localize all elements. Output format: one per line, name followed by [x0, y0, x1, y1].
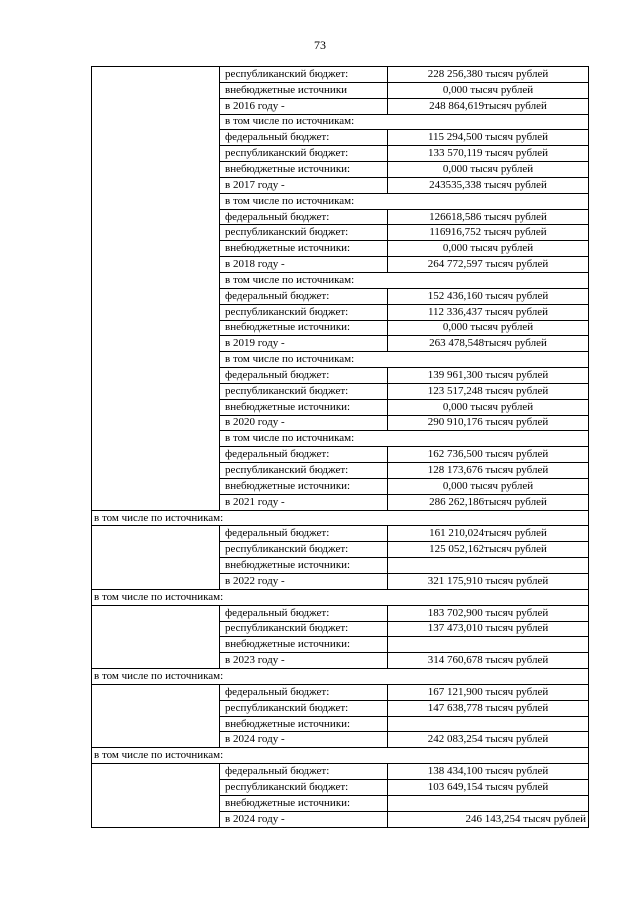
table-row	[92, 336, 589, 352]
row-label: федеральный бюджет:	[220, 684, 388, 700]
table-row	[92, 304, 589, 320]
table-row	[92, 177, 589, 193]
table-row	[92, 574, 589, 590]
table-row	[92, 288, 589, 304]
row-label: федеральный бюджет:	[220, 764, 388, 780]
row-label: в 2020 году -	[220, 415, 388, 431]
row-value: 228 256,380 тысяч рублей	[388, 67, 589, 83]
left-column-cell	[92, 368, 220, 384]
table-row	[92, 779, 589, 795]
left-column-cell	[92, 177, 220, 193]
table-row	[92, 463, 589, 479]
left-column-cell	[92, 795, 220, 811]
left-column-cell	[92, 558, 220, 574]
row-label: внебюджетные источники	[220, 82, 388, 98]
left-column-cell	[92, 272, 220, 288]
table-row	[92, 700, 589, 716]
row-label: внебюджетные источники:	[220, 399, 388, 415]
row-value: 116916,752 тысяч рублей	[388, 225, 589, 241]
table-row	[92, 811, 589, 827]
row-value: 128 173,676 тысяч рублей	[388, 463, 589, 479]
table-row	[92, 605, 589, 621]
row-label: в 2016 году -	[220, 98, 388, 114]
table-row	[92, 114, 589, 130]
table-row	[92, 241, 589, 257]
left-column-cell	[92, 383, 220, 399]
table-row	[92, 399, 589, 415]
left-column-cell	[92, 732, 220, 748]
left-column-cell	[92, 764, 220, 780]
left-column-cell	[92, 621, 220, 637]
row-label: в 2023 году -	[220, 653, 388, 669]
row-value: 0,000 тысяч рублей	[388, 162, 589, 178]
row-label: республиканский бюджет:	[220, 146, 388, 162]
row-value: 123 517,248 тысяч рублей	[388, 383, 589, 399]
left-column-cell	[92, 320, 220, 336]
left-column-cell	[92, 716, 220, 732]
row-value: 162 736,500 тысяч рублей	[388, 447, 589, 463]
row-value: 126618,586 тысяч рублей	[388, 209, 589, 225]
left-column-cell	[92, 779, 220, 795]
row-label: в 2021 году -	[220, 494, 388, 510]
row-value	[388, 558, 589, 574]
row-label: внебюджетные источники:	[220, 478, 388, 494]
row-label: в 2018 году -	[220, 257, 388, 273]
row-value: 137 473,010 тысяч рублей	[388, 621, 589, 637]
row-label: федеральный бюджет:	[220, 368, 388, 384]
row-value: 147 638,778 тысяч рублей	[388, 700, 589, 716]
row-value: 183 702,900 тысяч рублей	[388, 605, 589, 621]
table-row	[92, 193, 589, 209]
table-row	[92, 542, 589, 558]
row-value: 263 478,548тысяч рублей	[388, 336, 589, 352]
row-value: 103 649,154 тысяч рублей	[388, 779, 589, 795]
table-row	[92, 320, 589, 336]
row-value: 0,000 тысяч рублей	[388, 399, 589, 415]
left-column-cell	[92, 574, 220, 590]
left-column-cell	[92, 494, 220, 510]
table-row	[92, 621, 589, 637]
left-column-cell	[92, 146, 220, 162]
left-column-cell	[92, 336, 220, 352]
row-value	[388, 795, 589, 811]
table-row	[92, 82, 589, 98]
row-label: внебюджетные источники:	[220, 320, 388, 336]
table-row	[92, 764, 589, 780]
row-label: в 2024 году -	[220, 732, 388, 748]
row-label: в 2017 году -	[220, 177, 388, 193]
row-label: федеральный бюджет:	[220, 288, 388, 304]
row-value: 139 961,300 тысяч рублей	[388, 368, 589, 384]
table-row	[92, 684, 589, 700]
table-row	[92, 162, 589, 178]
left-column-cell	[92, 241, 220, 257]
table-row	[92, 447, 589, 463]
row-label: в том числе по источникам:	[92, 589, 589, 605]
left-column-cell	[92, 811, 220, 827]
left-column-cell	[92, 526, 220, 542]
table-row	[92, 130, 589, 146]
table-row	[92, 748, 589, 764]
left-column-cell	[92, 684, 220, 700]
left-column-cell	[92, 415, 220, 431]
left-column-cell	[92, 98, 220, 114]
row-label: внебюджетные источники:	[220, 558, 388, 574]
row-value: 264 772,597 тысяч рублей	[388, 257, 589, 273]
row-label: федеральный бюджет:	[220, 130, 388, 146]
funding-table	[91, 66, 589, 828]
row-label: республиканский бюджет:	[220, 463, 388, 479]
left-column-cell	[92, 431, 220, 447]
table-row	[92, 368, 589, 384]
row-value: 0,000 тысяч рублей	[388, 241, 589, 257]
left-column-cell	[92, 67, 220, 83]
table-row	[92, 415, 589, 431]
row-label: федеральный бюджет:	[220, 605, 388, 621]
row-label: республиканский бюджет:	[220, 542, 388, 558]
table-row	[92, 526, 589, 542]
row-label: в том числе по источникам:	[92, 669, 589, 685]
left-column-cell	[92, 288, 220, 304]
table-row	[92, 431, 589, 447]
row-value: 243535,338 тысяч рублей	[388, 177, 589, 193]
table-row	[92, 383, 589, 399]
row-value: 286 262,186тысяч рублей	[388, 494, 589, 510]
table-row	[92, 732, 589, 748]
row-label: республиканский бюджет:	[220, 621, 388, 637]
left-column-cell	[92, 130, 220, 146]
row-value: 242 083,254 тысяч рублей	[388, 732, 589, 748]
table-row	[92, 225, 589, 241]
row-label: внебюджетные источники:	[220, 637, 388, 653]
row-value: 290 910,176 тысяч рублей	[388, 415, 589, 431]
left-column-cell	[92, 447, 220, 463]
row-label: в том числе по источникам:	[220, 352, 589, 368]
row-value: 161 210,024тысяч рублей	[388, 526, 589, 542]
table-row	[92, 98, 589, 114]
row-label: республиканский бюджет:	[220, 67, 388, 83]
row-value	[388, 716, 589, 732]
left-column-cell	[92, 700, 220, 716]
row-label: в том числе по источникам:	[220, 114, 589, 130]
table-row	[92, 653, 589, 669]
left-column-cell	[92, 637, 220, 653]
row-value: 321 175,910 тысяч рублей	[388, 574, 589, 590]
left-column-cell	[92, 463, 220, 479]
left-column-cell	[92, 478, 220, 494]
row-value: 0,000 тысяч рублей	[388, 320, 589, 336]
row-label: федеральный бюджет:	[220, 447, 388, 463]
row-value: 0,000 тысяч рублей	[388, 82, 589, 98]
row-label: республиканский бюджет:	[220, 700, 388, 716]
row-label: в том числе по источникам:	[220, 272, 589, 288]
row-label: республиканский бюджет:	[220, 779, 388, 795]
table-row	[92, 67, 589, 83]
table-row	[92, 209, 589, 225]
row-value: 138 434,100 тысяч рублей	[388, 764, 589, 780]
left-column-cell	[92, 399, 220, 415]
table-row	[92, 637, 589, 653]
table-row	[92, 272, 589, 288]
row-value: 248 864,619тысяч рублей	[388, 98, 589, 114]
table-row	[92, 669, 589, 685]
left-column-cell	[92, 257, 220, 273]
row-label: внебюджетные источники:	[220, 241, 388, 257]
table-row	[92, 589, 589, 605]
row-label: в том числе по источникам:	[92, 510, 589, 526]
table-row	[92, 478, 589, 494]
left-column-cell	[92, 114, 220, 130]
row-label: федеральный бюджет:	[220, 526, 388, 542]
row-value: 167 121,900 тысяч рублей	[388, 684, 589, 700]
row-label: республиканский бюджет:	[220, 383, 388, 399]
table-row	[92, 352, 589, 368]
left-column-cell	[92, 225, 220, 241]
row-label: в том числе по источникам:	[220, 431, 589, 447]
left-column-cell	[92, 653, 220, 669]
row-value: 133 570,119 тысяч рублей	[388, 146, 589, 162]
row-label: республиканский бюджет:	[220, 304, 388, 320]
row-label: в 2022 году -	[220, 574, 388, 590]
row-label: республиканский бюджет:	[220, 225, 388, 241]
row-label: внебюджетные источники:	[220, 162, 388, 178]
row-label: внебюджетные источники:	[220, 716, 388, 732]
row-value: 115 294,500 тысяч рублей	[388, 130, 589, 146]
table-row	[92, 716, 589, 732]
table-row	[92, 795, 589, 811]
row-value: 246 143,254 тысяч рублей	[388, 811, 589, 827]
table-row	[92, 257, 589, 273]
left-column-cell	[92, 193, 220, 209]
left-column-cell	[92, 209, 220, 225]
row-value: 0,000 тысяч рублей	[388, 478, 589, 494]
left-column-cell	[92, 82, 220, 98]
row-value: 314 760,678 тысяч рублей	[388, 653, 589, 669]
row-value	[388, 637, 589, 653]
row-label: в 2024 году -	[220, 811, 388, 827]
row-label: федеральный бюджет:	[220, 209, 388, 225]
left-column-cell	[92, 352, 220, 368]
table-row	[92, 494, 589, 510]
left-column-cell	[92, 542, 220, 558]
page-number: 73	[314, 38, 326, 52]
table-row	[92, 558, 589, 574]
row-value: 152 436,160 тысяч рублей	[388, 288, 589, 304]
table-row	[92, 146, 589, 162]
table-row	[92, 510, 589, 526]
row-label: в том числе по источникам:	[220, 193, 589, 209]
left-column-cell	[92, 605, 220, 621]
row-label: в 2019 году -	[220, 336, 388, 352]
row-value: 112 336,437 тысяч рублей	[388, 304, 589, 320]
left-column-cell	[92, 304, 220, 320]
row-label: внебюджетные источники:	[220, 795, 388, 811]
row-label: в том числе по источникам:	[92, 748, 589, 764]
left-column-cell	[92, 162, 220, 178]
row-value: 125 052,162тысяч рублей	[388, 542, 589, 558]
